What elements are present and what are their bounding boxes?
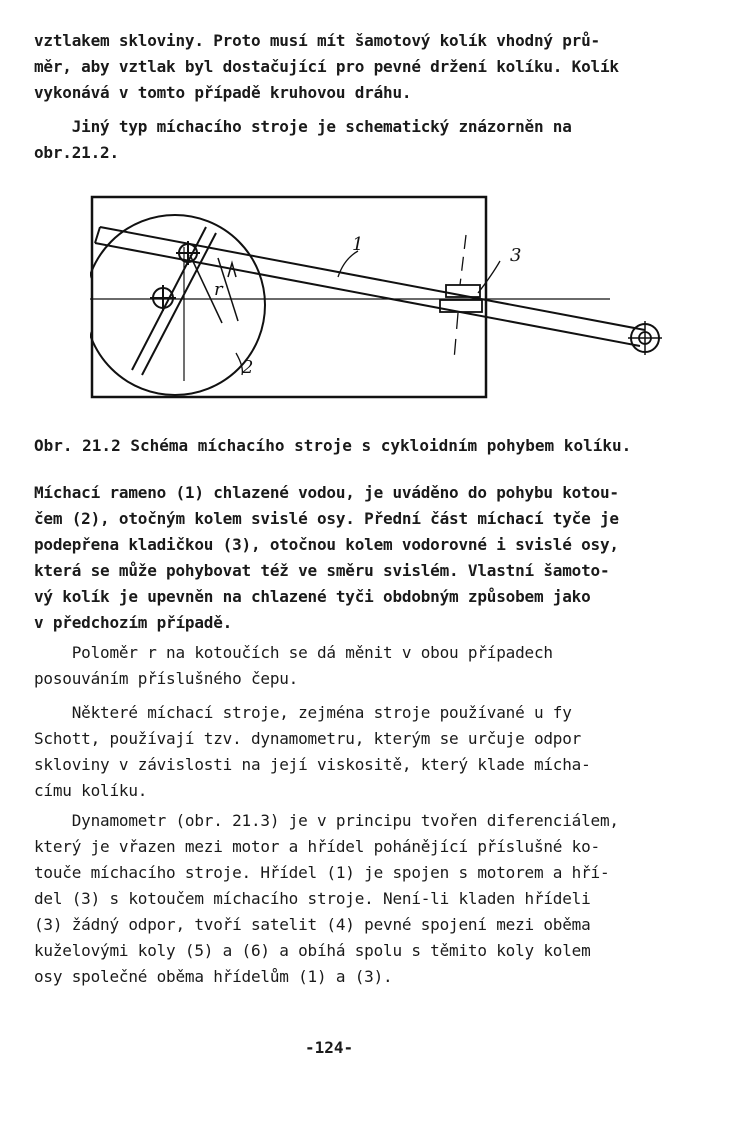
- text-line: který je vřazen mezi motor a hřídel pohánějící příslušné ko-: [34, 837, 600, 856]
- text-line: podepřena kladičkou (3), otočnou kolem vodorovné i svislé osy,: [34, 535, 619, 554]
- text-line: osy společné oběma hřídelům (1) a (3).: [34, 967, 393, 986]
- text-line: Některé míchací stroje, zejména stroje používané u fy: [34, 703, 572, 722]
- label-r: r: [214, 279, 223, 300]
- paragraph-3: [34, 480, 714, 636]
- text-line: Míchací rameno (1) chlazené vodou, je uváděno do pohybu kotou-: [34, 483, 619, 502]
- text-line: Poloměr r na kotoučích se dá měnit v obou případech: [34, 643, 553, 662]
- text-line: v předchozím případě.: [34, 613, 233, 632]
- text-line: Jiný typ míchacího stroje je schematický znázorněn na: [34, 117, 572, 136]
- center-pivot-icon: [150, 285, 176, 311]
- paragraph-4: [34, 640, 714, 692]
- mixing-pin-icon: [628, 321, 662, 355]
- text-line: vykonává v tomto případě kruhovou dráhu.: [34, 83, 412, 102]
- text-line: Dynamometr (obr. 21.3) je v principu tvořen diferenciálem,: [34, 811, 619, 830]
- paragraph-1: [34, 28, 714, 106]
- leader-3: [478, 261, 500, 293]
- mixing-machine-schematic: [90, 195, 690, 405]
- mixing-arm-1: [95, 227, 645, 346]
- text-line: skloviny v závislosti na její viskositě, který klade mícha-: [34, 755, 591, 774]
- roller-3: [440, 235, 482, 360]
- text-line: kuželovými koly (5) a (6) a obíhá spolu s těmito koly kolem: [34, 941, 591, 960]
- text-line: obr.21.2.: [34, 143, 119, 162]
- text-line: vý kolík je upevněn na chlazené tyči obdobným způsobem jako: [34, 587, 591, 606]
- text-line: (3) žádný odpor, tvoří satelit (4) pevné spojení mezi oběma: [34, 915, 591, 934]
- text-line: vztlakem skloviny. Proto musí mít šamotový kolík vhodný prů-: [34, 31, 600, 50]
- text-line: která se může pohybovat též ve směru svislém. Vlastní šamoto-: [34, 561, 610, 580]
- figure-caption: Obr. 21.2 Schéma míchacího stroje s cykloidním pohybem kolíku.: [34, 436, 632, 455]
- text-line: čem (2), otočným kolem svislé osy. Přední část míchací tyče je: [34, 509, 619, 528]
- paragraph-5: [34, 700, 714, 804]
- text-line: měr, aby vztlak byl dostačující pro pevné držení kolíku. Kolík: [34, 57, 619, 76]
- paragraph-6: [34, 808, 714, 990]
- page-number: -124-: [305, 1038, 354, 1057]
- crank-bar: [132, 227, 216, 375]
- label-1: 1: [352, 234, 364, 255]
- paragraph-2: [34, 114, 714, 166]
- label-3: 3: [510, 245, 522, 266]
- text-line: touče míchacího stroje. Hřídel (1) je spojen s motorem a hří-: [34, 863, 610, 882]
- label-2: 2: [242, 357, 254, 378]
- text-line: del (3) s kotoučem míchacího stroje. Není-li kladen hřídeli: [34, 889, 591, 908]
- text-line: posouváním příslušného čepu.: [34, 669, 299, 688]
- text-line: címu kolíku.: [34, 781, 148, 800]
- text-line: Schott, používají tzv. dynamometru, kterým se určuje odpor: [34, 729, 582, 748]
